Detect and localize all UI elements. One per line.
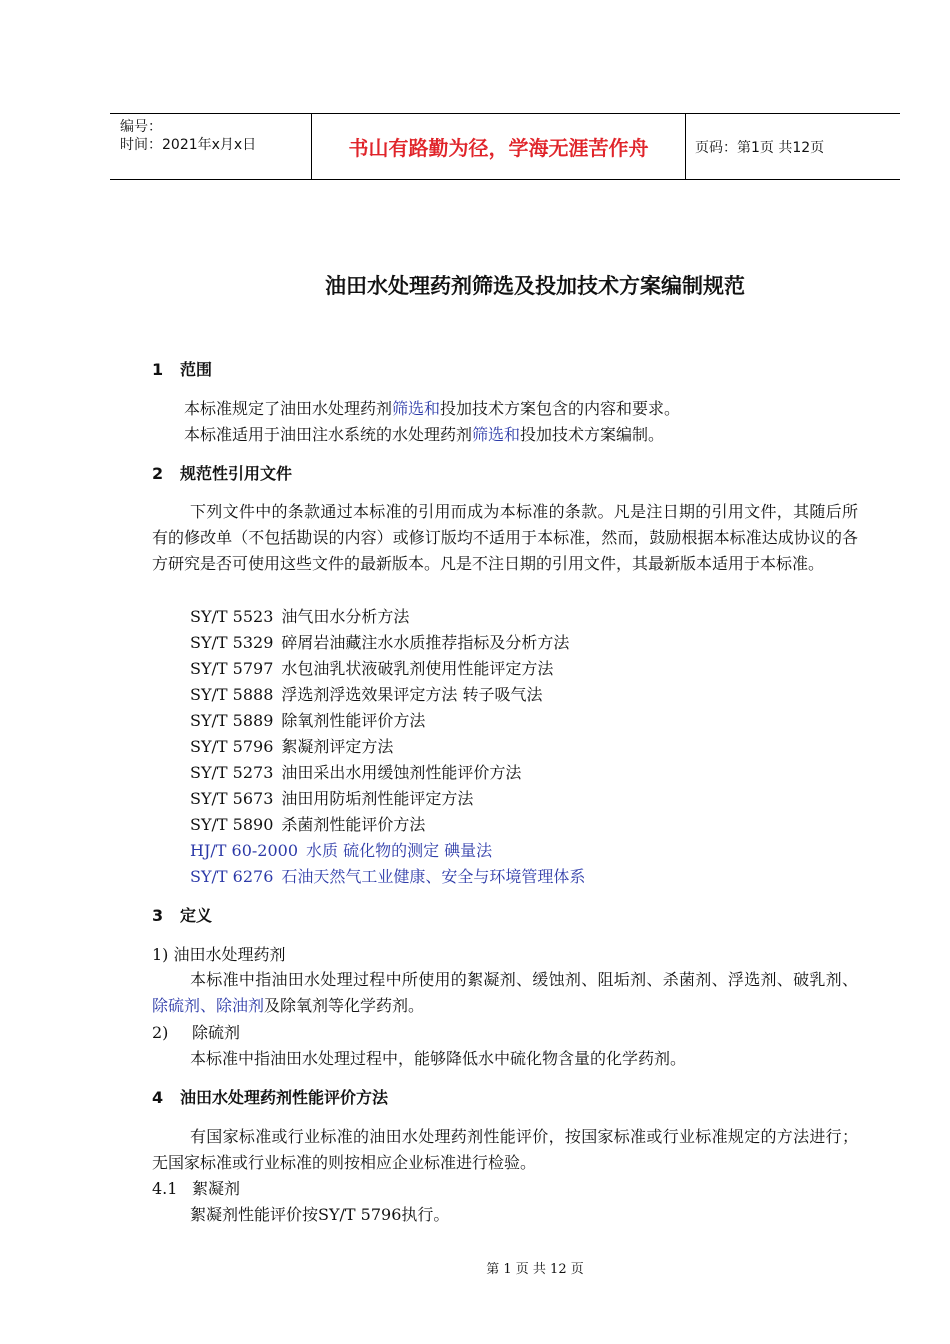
- reference-item: [190, 607, 409, 627]
- text: 及除氧剂等化学药剂。: [264, 996, 425, 1015]
- definition-2-text: 本标准中指油田水处理过程中，能够降低水中硫化物含量的化学药剂。: [190, 1049, 687, 1068]
- ref-name: 絮凝剂评定方法: [281, 737, 394, 756]
- ref-code: SY/T 5889: [190, 711, 274, 730]
- ref-code: SY/T 5888: [190, 685, 274, 704]
- ref-code: SY/T 5329: [190, 633, 274, 652]
- ref-code: SY/T 5890: [190, 815, 274, 834]
- section-4-title: 油田水处理药剂性能评价方法: [180, 1088, 389, 1107]
- page-label: 页码：第1页 共12页: [695, 139, 825, 156]
- definition-2-label: [152, 1023, 240, 1043]
- ref-name: 碎屑岩油藏注水水质推荐指标及分析方法: [281, 633, 570, 652]
- section-3-heading: [152, 906, 212, 926]
- ref-code: SY/T 5796: [190, 737, 274, 756]
- slogan: 书山有路勤为径，学海无涯苦作舟: [348, 136, 649, 160]
- ref-name: 油气田水分析方法: [281, 607, 410, 626]
- reference-item: [190, 763, 521, 783]
- ref-code: SY/T 6276: [190, 867, 274, 886]
- section-2-number: 2: [152, 464, 164, 483]
- subsection-4-1-text: 絮凝剂性能评价按SY/T 5796执行。: [190, 1205, 450, 1224]
- reference-item: [190, 815, 425, 835]
- subsection-number: 4.1: [152, 1179, 178, 1198]
- reference-item: [190, 789, 473, 809]
- ref-code: SY/T 5673: [190, 789, 274, 808]
- header-page-cell: [686, 114, 900, 179]
- ref-code: SY/T 5797: [190, 659, 274, 678]
- definition-1-text: [152, 967, 858, 1019]
- ref-name: 油田采出水用缓蚀剂性能评价方法: [281, 763, 522, 782]
- ref-name: 石油天然气工业健康、安全与环境管理体系: [281, 867, 586, 886]
- link-desulfurizer[interactable]: 除硫剂: [152, 996, 201, 1015]
- link-filter-and[interactable]: 筛选和: [392, 399, 441, 418]
- link-filter-and[interactable]: 筛选和: [472, 425, 521, 444]
- reference-item-link[interactable]: [190, 841, 492, 861]
- page-title: 油田水处理药剂筛选及投加技术方案编制规范: [325, 274, 745, 298]
- subsection-4-1-heading: [152, 1179, 240, 1199]
- section-1-paragraph-1: [184, 399, 680, 419]
- time-label: 时间：2021年x月x日: [120, 137, 257, 153]
- text: 投加技术方案包含的内容和要求。: [440, 399, 681, 418]
- section-2-title: 规范性引用文件: [180, 464, 293, 483]
- ref-code: SY/T 5273: [190, 763, 274, 782]
- reference-item: [190, 685, 542, 705]
- ref-name: 水质 硫化物的测定 碘量法: [306, 841, 493, 860]
- ref-name: 油田用防垢剂性能评定方法: [281, 789, 474, 808]
- definition-2-number: 2): [152, 1023, 169, 1042]
- page-footer: 第 1 页 共 12 页: [486, 1262, 584, 1277]
- ref-code: SY/T 5523: [190, 607, 274, 626]
- subsection-title: 絮凝剂: [192, 1179, 241, 1198]
- reference-item-link[interactable]: [190, 867, 585, 887]
- number-label: 编号：: [120, 119, 162, 135]
- section-2-paragraph: 下列文件中的条款通过本标准的引用而成为本标准的条款。凡是注日期的引用文件，其随后所有的修改单（不包括勘误的内容）或修订版均不适用于本标准，然而，鼓励根据本标准达成协议的各方研究是否可使用这些文件的最新版本。凡是不注日期的引用文件，其最新版本适用于本标准。: [152, 502, 858, 573]
- section-2-heading: [152, 464, 292, 484]
- header-slogan-cell: [312, 114, 686, 179]
- header-left-cell: [110, 114, 312, 179]
- text: 本标准适用于油田注水系统的水处理药剂: [184, 425, 473, 444]
- reference-item: [190, 659, 553, 679]
- section-4-heading: [152, 1088, 388, 1108]
- reference-item: [190, 737, 393, 757]
- reference-item: [190, 711, 425, 731]
- ref-name: 浮选剂浮选效果评定方法 转子吸气法: [281, 685, 543, 704]
- section-1-number: 1: [152, 360, 164, 379]
- section-1-heading: [152, 360, 212, 380]
- reference-item: [190, 633, 569, 653]
- ref-name: 杀菌剂性能评价方法: [281, 815, 426, 834]
- section-3-title: 定义: [180, 906, 213, 925]
- definition-2-title: 除硫剂: [192, 1023, 241, 1042]
- text: 本标准中指油田水处理过程中所使用的絮凝剂、缓蚀剂、阻垢剂、杀菌剂、浮选剂、破乳剂、: [190, 970, 858, 989]
- section-1-paragraph-2: [184, 425, 664, 445]
- ref-name: 水包油乳状液破乳剂使用性能评定方法: [281, 659, 554, 678]
- link-deoiler[interactable]: 除油剂: [216, 996, 265, 1015]
- separator: 、: [200, 996, 217, 1015]
- section-4-paragraph: 有国家标准或行业标准的油田水处理药剂性能评价，按国家标准或行业标准规定的方法进行；无国家标准或行业标准的则按相应企业标准进行检验。: [152, 1127, 858, 1172]
- text: 投加技术方案编制。: [520, 425, 665, 444]
- section-1-title: 范围: [180, 360, 213, 379]
- section-4-number: 4: [152, 1088, 164, 1107]
- definition-1-label: 1) 油田水处理药剂: [152, 945, 286, 964]
- header-table: [110, 113, 900, 180]
- text: 本标准规定了油田水处理药剂: [184, 399, 393, 418]
- ref-code: HJ/T 60-2000: [190, 841, 298, 860]
- ref-name: 除氧剂性能评价方法: [281, 711, 426, 730]
- section-3-number: 3: [152, 906, 164, 925]
